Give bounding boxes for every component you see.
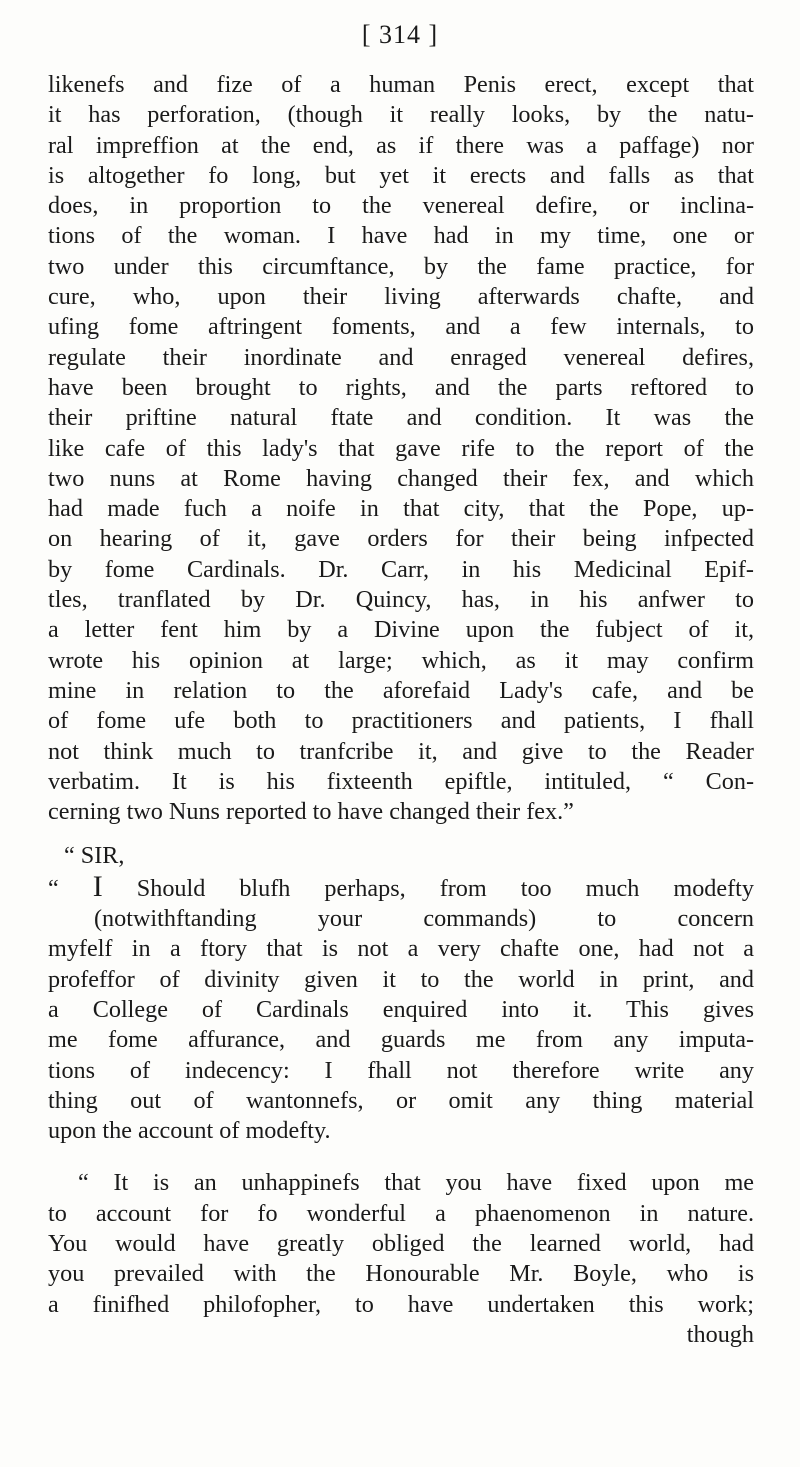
text-line: you prevailed with the Honourable Mr. Boyle, who is bbox=[48, 1260, 754, 1288]
text-line: on hearing of it, gave orders for their being infpected bbox=[48, 525, 754, 553]
catchword: though bbox=[686, 1320, 754, 1348]
text-line: ufing fome aftringent foments, and a few internals, to bbox=[48, 313, 754, 341]
text-line: had made fuch a noife in that city, that the Pope, up- bbox=[48, 495, 754, 523]
text-line: cure, who, upon their living afterwards chafte, and bbox=[48, 283, 754, 311]
text-line: does, in proportion to the venereal defire, or inclina- bbox=[48, 192, 754, 220]
text-line: You would have greatly obliged the learned world, had bbox=[48, 1229, 754, 1257]
text-line: like cafe of this lady's that gave rife to the report of the bbox=[48, 434, 754, 462]
text-line-first: Should blufh perhaps, from too much modefty bbox=[136, 874, 754, 902]
text-line: tions of indecency: I fhall not therefore write any bbox=[48, 1056, 754, 1084]
letter-paragraph-1 bbox=[48, 869, 754, 1147]
text-line: have been brought to rights, and the parts reftored to bbox=[48, 373, 754, 401]
text-line: not think much to tranfcribe it, and give to the Reader bbox=[48, 737, 754, 765]
page-body bbox=[48, 70, 754, 1350]
drop-cap: I bbox=[92, 869, 103, 903]
page-number: [ 314 ] bbox=[361, 20, 439, 49]
text-line: myfelf in a ftory that is not a very chafte one, had not a bbox=[48, 935, 754, 963]
text-line: it has perforation, (though it really looks, by the natu- bbox=[48, 101, 754, 129]
letter-salutation: “ SIR, bbox=[64, 842, 125, 870]
text-line: mine in relation to the aforefaid Lady's cafe, and be bbox=[48, 676, 754, 704]
text-line: to account for fo wonderful a phaenomenon in nature. bbox=[48, 1199, 754, 1227]
text-line: two nuns at Rome having changed their fex, and which bbox=[48, 464, 754, 492]
text-line: a College of Cardinals enquired into it. This gives bbox=[48, 995, 754, 1023]
text-line: “ It is an unhappinefs that you have fixed upon me bbox=[78, 1169, 754, 1197]
text-line: me fome affurance, and guards me from any imputa- bbox=[48, 1026, 754, 1054]
text-line: by fome Cardinals. Dr. Carr, in his Medicinal Epif- bbox=[48, 555, 754, 583]
text-line: cerning two Nuns reported to have changed their fex.” bbox=[48, 798, 574, 826]
text-line: verbatim. It is his fixteenth epiftle, intituled, “ Con- bbox=[48, 767, 754, 795]
text-line: profeffor of divinity given it to the world in print, and bbox=[48, 965, 754, 993]
text-line: a letter fent him by a Divine upon the fubject of it, bbox=[48, 616, 754, 644]
text-line: their priftine natural ftate and condition. It was the bbox=[48, 404, 754, 432]
text-line: a finifhed philofopher, to have undertaken this work; bbox=[48, 1290, 754, 1318]
text-line: ral impreffion at the end, as if there was a paffage) nor bbox=[48, 131, 754, 159]
text-line bbox=[48, 869, 754, 904]
text-line: tles, tranflated by Dr. Quincy, has, in his anfwer to bbox=[48, 586, 754, 614]
text-line: (notwithftanding your commands) to concern bbox=[94, 905, 754, 933]
paragraph-main bbox=[48, 70, 754, 827]
text-line: regulate their inordinate and enraged venereal defires, bbox=[48, 343, 754, 371]
text-line: upon the account of modefty. bbox=[48, 1117, 331, 1145]
text-line: tions of the woman. I have had in my time, one or bbox=[48, 222, 754, 250]
text-line: wrote his opinion at large; which, as it may confirm bbox=[48, 646, 754, 674]
text-line: likenefs and fize of a human Penis erect, except that bbox=[48, 71, 754, 98]
text-line: thing out of wantonnefs, or omit any thing material bbox=[48, 1086, 754, 1114]
letter-paragraph-2 bbox=[48, 1168, 754, 1350]
quote-mark: “ bbox=[48, 874, 59, 902]
text-line: is altogether fo long, but yet it erects and falls as that bbox=[48, 161, 754, 189]
text-line: two under this circumftance, by the fame practice, for bbox=[48, 252, 754, 280]
text-line: of fome ufe both to practitioners and patients, I fhall bbox=[48, 707, 754, 735]
